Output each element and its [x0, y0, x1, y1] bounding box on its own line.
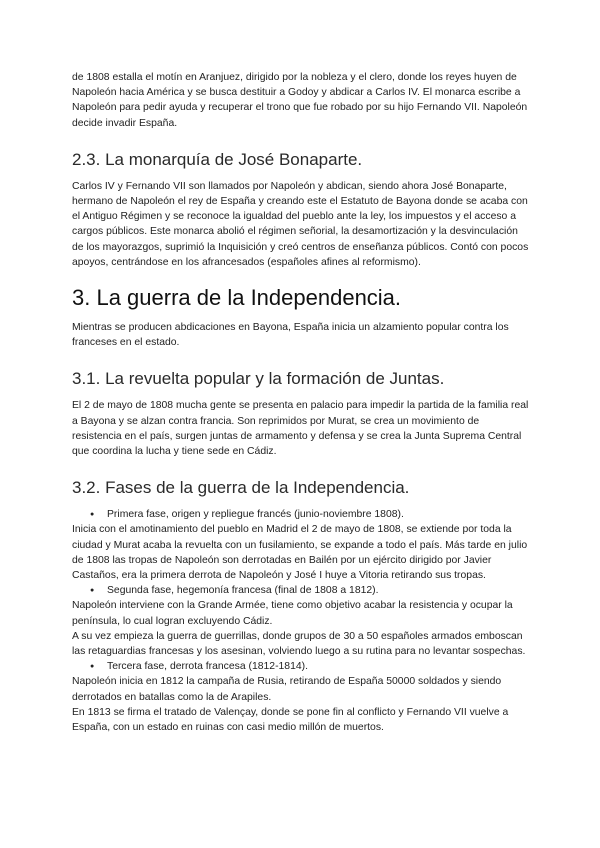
phase-2-bullet: ● Segunda fase, hegemonía francesa (final de 1808 a 1812). [72, 583, 530, 598]
phase-1-paragraph: Inicia con el amotinamiento del pueblo en Madrid el 2 de mayo de 1808, se extiende por toda la ciudad y Murat acaba la revuelta con un fusilamiento, se expande a todo el país. Más tarde en julio de 1808 las tropas de Napoleón son derrotadas en Bailén por un ejército dirigido por Javier Castaños, era la primera derrota de Napoleón y José I huye a Vitoria retirando sus tropas. [72, 524, 528, 582]
intro-paragraph: de 1808 estalla el motín en Aranjuez, dirigido por la nobleza y el clero, donde los reyes huyen de Napoleón hacia América y se busca destituir a Godoy y abdicar a Carlos IV. El monarca escribe a Napoleón para pedir ayuda y recuperar el trono que fue robado por su hijo Fernando VII. Napoleón decide invadir España. [72, 72, 528, 129]
paragraph-2-3: Carlos IV y Fernando VII son llamados por Napoleón y abdican, siendo ahora José Bonaparte, hermano de Napoleón el rey de España y creando este el Estatuto de Bayona donde se acaba con el Antiguo Régimen y se reconoce la igualdad del pueblo ante la ley, los impuestos y el acceso a cargos públicos. Este monarca abolió el régimen señorial, la desamortización y la desvinculación de los mayorazgos, suprimió la Inquisición y creó centros de enseñanza públicos. Contó con pocos apoyos, centrándose en los afrancesados (españoles afines al reformismo). [72, 180, 529, 268]
phase-2-paragraph-1: Napoleón interviene con la Grande Armée, tiene como objetivo acabar la resistencia y ocupar la península, lo cual logran excluyendo Cádiz. [72, 600, 513, 627]
paragraph-3: Mientras se producen abdicaciones en Bayona, España inicia un alzamiento popular contra los franceses en el estado. [72, 322, 509, 349]
heading-2-3: 2.3. La monarquía de José Bonaparte. [72, 149, 363, 169]
heading-3-2: 3.2. Fases de la guerra de la Independencia. [72, 478, 410, 498]
phase-1-bullet: ● Primera fase, origen y repliegue francés (junio-noviembre 1808). [72, 507, 530, 522]
phase-3-paragraph-2: En 1813 se firma el tratado de Valençay, donde se pone fin al conflicto y Fernando VII vuelve a España, con un estado en ruinas con casi medio millón de muertos. [72, 706, 509, 734]
paragraph-3-1: El 2 de mayo de 1808 mucha gente se presenta en palacio para impedir la partida de la familia real a Bayona y se alzan contra francia. Son reprimidos por Murat, se crea un movimiento de resistencia en el país, surgen juntas de armamento y defensa y se crea la Junta Suprema Central que coordina la lucha y tiene sede en Cádiz. [72, 400, 529, 458]
phase-2-list [72, 583, 530, 598]
phase-3-paragraph-1: Napoleón inicia en 1812 la campaña de Rusia, retirando de España 50000 soldados y siendo derrotados en batallas como la de Arapiles. [72, 676, 502, 703]
phase-2-paragraph-2: A su vez empieza la guerra de guerrillas, donde grupos de 30 a 50 españoles armados emboscan las retaguardias francesas y los asesinan, volviendo luego a su rutina para no levantar sospechas. [72, 630, 526, 658]
document-page [72, 70, 530, 735]
phase-1-list [72, 507, 530, 522]
heading-3: 3. La guerra de la Independencia. [72, 285, 402, 311]
phase-3-bullet: ● Tercera fase, derrota francesa (1812-1814). [72, 659, 530, 674]
heading-3-1: 3.1. La revuelta popular y la formación de Juntas. [72, 369, 445, 389]
phase-3-list [72, 659, 530, 674]
